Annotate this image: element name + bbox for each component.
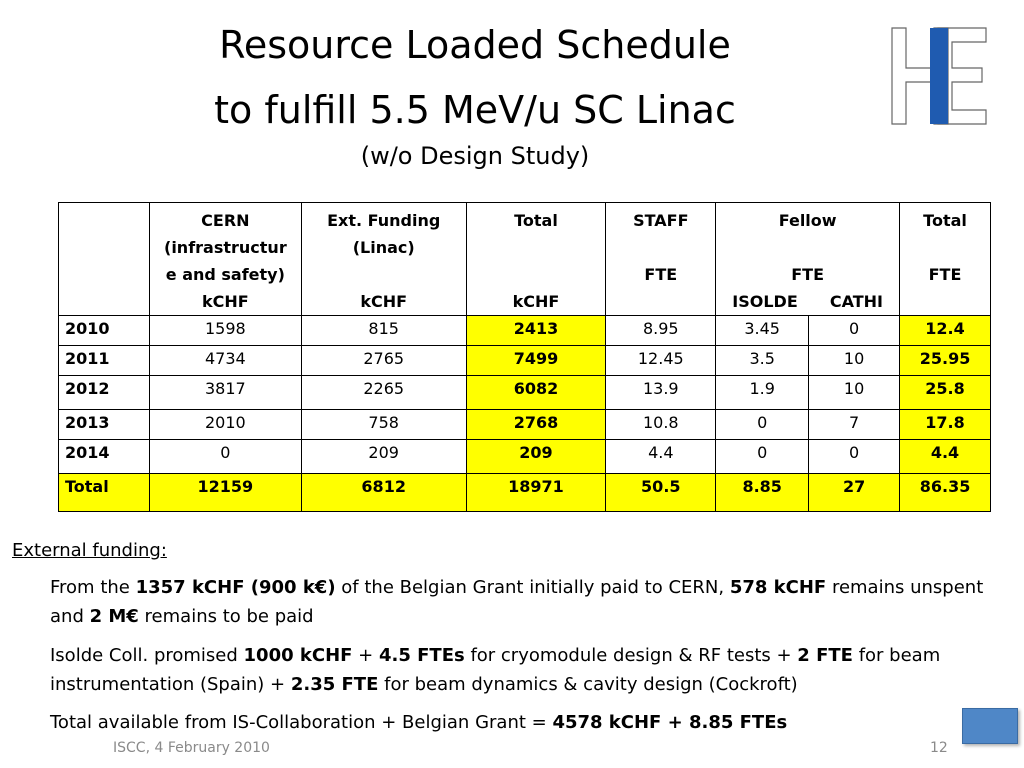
year-cell: 2011 [59,346,150,376]
text-run: for beam instrumentation (Spain) + [50,645,941,695]
table-row [59,346,991,376]
isolde-fte-cell: 0 [716,410,809,440]
cathi-fte-cell: 0 [809,316,900,346]
footer-date: ISCC, 4 February 2010 [113,740,270,756]
total-row-total-cell: 18971 [466,474,606,512]
year-cell: 2012 [59,376,150,410]
staff-fte-cell: 13.9 [606,376,716,410]
staff-fte-cell: 10.8 [606,410,716,440]
slide-title-line1: Resource Loaded Schedule [219,23,731,67]
header-total-kchf [466,203,606,316]
total-fte-cell: 12.4 [900,316,991,346]
ext-funding-cell: 2765 [301,346,466,376]
cern-cell: 4734 [149,346,301,376]
text-run: Total available from IS-Collaboration + Belgian Grant = [50,712,553,733]
header-ext-line: Ext. Funding [327,211,441,230]
table-header-row [59,203,991,316]
header-staff-line: STAFF [633,211,689,230]
bold-figure: 2 M€ [89,606,139,627]
header-cern-line: (infrastructur [164,238,287,257]
cathi-fte-cell: 10 [809,376,900,410]
cathi-fte-cell: 10 [809,346,900,376]
header-cern [149,203,301,316]
header-staff [606,203,716,316]
header-fte-total [900,203,991,316]
ext-funding-cell: 2265 [301,376,466,410]
year-cell: 2010 [59,316,150,346]
total-row-fte-cell: 86.35 [900,474,991,512]
table-row [59,440,991,474]
text-run: From the [50,577,136,598]
hie-logo [890,26,990,126]
header-isolde: ISOLDE [732,292,798,311]
header-spacer [467,234,606,261]
total-kchf-cell: 209 [466,440,606,474]
header-ext-funding [301,203,466,316]
year-cell: 2014 [59,440,150,474]
isolde-fte-cell: 0 [716,440,809,474]
header-cern-line: CERN [201,211,250,230]
text-run: of the Belgian Grant initially paid to CERN, [335,577,730,598]
total-row-staff-cell: 50.5 [606,474,716,512]
page-number: 12 [930,740,948,756]
header-ext-unit: kCHF [360,292,408,311]
cern-cell: 1598 [149,316,301,346]
text-run: + [352,645,379,666]
header-staff-unit: FTE [644,265,678,284]
total-fte-cell: 25.95 [900,346,991,376]
header-ext-line: (Linac) [352,238,415,257]
header-fellow-line: Fellow [778,211,837,230]
header-empty-cell [59,203,150,316]
bold-figure: 4.5 FTEs [378,645,465,666]
header-cern-unit: kCHF [202,292,249,311]
bold-figure: 578 kCHF [729,577,827,598]
isolde-fte-cell: 3.45 [716,316,809,346]
header-fte-total-unit: FTE [928,265,962,284]
cern-cell: 3817 [149,376,301,410]
ext-funding-cell: 815 [301,316,466,346]
ext-funding-cell: 758 [301,410,466,440]
header-total-unit: kCHF [512,292,560,311]
table-row [59,410,991,440]
cathi-fte-cell: 7 [809,410,900,440]
staff-fte-cell: 4.4 [606,440,716,474]
total-kchf-cell: 2413 [466,316,606,346]
cern-cell: 0 [149,440,301,474]
staff-fte-cell: 12.45 [606,346,716,376]
paragraph-belgian-grant [50,573,1000,631]
total-fte-cell: 25.8 [900,376,991,410]
total-kchf-cell: 6082 [466,376,606,410]
total-row-year-cell: Total [59,474,150,512]
cern-cell: 2010 [149,410,301,440]
total-kchf-cell: 7499 [466,346,606,376]
paragraph-total-available [50,708,1000,737]
header-fte-total-line: Total [923,211,967,230]
header-spacer [716,234,899,261]
text-run: for beam dynamics & cavity design (Cockroft) [378,674,798,695]
cathi-fte-cell: 0 [809,440,900,474]
total-row-isolde-cell: 8.85 [716,474,809,512]
bold-figure: 4578 kCHF + 8.85 FTEs [552,712,788,733]
text-run: for cryomodule design & RF tests + [464,645,798,666]
isolde-fte-cell: 1.9 [716,376,809,410]
total-kchf-cell: 2768 [466,410,606,440]
header-fellow-subcols [716,288,899,315]
bold-figure: 1000 kCHF [243,645,353,666]
bold-figure: 1357 kCHF (900 k€) [135,577,336,598]
table-row [59,316,991,346]
total-row-ext-cell: 6812 [301,474,466,512]
text-run: remains unspent and [50,577,984,627]
table-total-row [59,474,991,512]
table-row [59,376,991,410]
bold-figure: 2.35 FTE [290,674,379,695]
bold-figure: 2 FTE [797,645,853,666]
external-funding-heading: External funding: [12,540,167,561]
header-fellow-unit: FTE [791,265,825,284]
header-cern-line: e and safety) [165,265,285,284]
header-spacer [302,261,466,288]
header-spacer [900,234,990,261]
slide-subtitle: (w/o Design Study) [360,142,590,170]
header-spacer [467,261,606,288]
text-run: Isolde Coll. promised [50,645,244,666]
ext-funding-cell: 209 [301,440,466,474]
header-fellow [716,203,900,316]
nav-button[interactable] [962,708,1018,744]
header-cathi: CATHI [829,292,883,311]
total-fte-cell: 4.4 [900,440,991,474]
isolde-fte-cell: 3.5 [716,346,809,376]
header-spacer [606,234,715,261]
total-fte-cell: 17.8 [900,410,991,440]
staff-fte-cell: 8.95 [606,316,716,346]
slide-title-line2: to fulfill 5.5 MeV/u SC Linac [214,88,736,132]
paragraph-isolde-collab [50,641,1000,699]
header-total-line: Total [514,211,558,230]
year-cell: 2013 [59,410,150,440]
schedule-table [58,202,991,512]
total-row-cern-cell: 12159 [149,474,301,512]
total-row-cathi-cell: 27 [809,474,900,512]
text-run: remains to be paid [138,606,314,627]
